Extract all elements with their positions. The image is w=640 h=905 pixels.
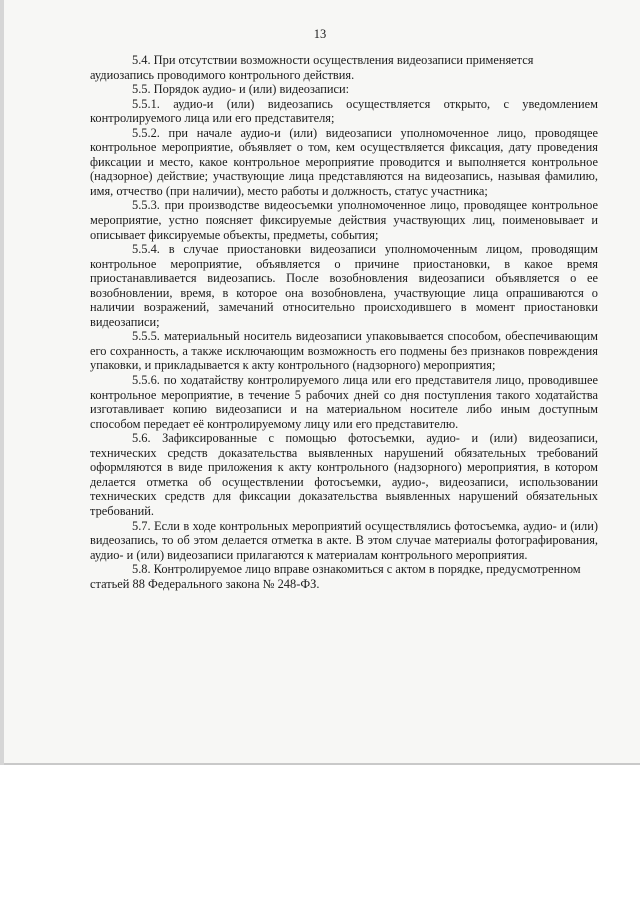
paragraph-5-4: 5.4. При отсутствии возможности осуществления видеозаписи применяется аудиозапись проводимого контрольного действия. bbox=[90, 53, 534, 82]
paragraph-5-5: 5.5. Порядок аудио- и (или) видеозаписи: bbox=[132, 82, 350, 97]
paragraph-5-5-4: 5.5.4. в случае приостановки видеозаписи уполномоченным лицом, проводящим контрольное мероприятие, объявляется о причине приостановки, в какое время приостанавливается видеозапись. После возобновления видеозаписи объявляется о ее возобновлении, время, в которое она возобновлена, участвующие лица опрашиваются о наличии возражений, замечаний относительно происходившего в момент приостановки видеозаписи; bbox=[90, 242, 598, 329]
paragraph-5-5-2: 5.5.2. при начале аудио-и (или) видеозаписи уполномоченное лицо, проводящее контрольное мероприятие, объявляет о том, кем осуществляется фиксация, дату проведения фиксации и место, какое контрольное мероприятие проводится и выполняется контрольное (надзорное) действие; участвующие лица представляются на видеозапись, называя фамилию, имя, отчество (при наличии), место работы и должность, статус участника; bbox=[90, 125, 598, 198]
scan-edge bbox=[0, 0, 4, 765]
paragraph-5-6: 5.6. Зафиксированные с помощью фотосъемки, аудио- и (или) видеозаписи, технических средств доказательства выявленных нарушений обязательных требований оформляются в виде приложения к акту контрольного (надзорного) мероприятия, в котором делается отметка об осуществлении фотосъемки, аудио-, видеозаписи, использовании технических средств для фиксации доказательства выявленных нарушений обязательных требований. bbox=[90, 431, 598, 518]
paragraph-5-5-6: 5.5.6. по ходатайству контролируемого лица или его представителя лицо, проводившее контрольное мероприятие, в течение 5 рабочих дней со дня поступления такого ходатайства изготавливает копию видеозаписи и на материальном носителе либо иным доступным способом передает её контролируемому лицу или его представителю. bbox=[90, 373, 598, 431]
paragraph-5-7: 5.7. Если в ходе контрольных мероприятий осуществлялись фотосъемка, аудио- и (или) видеозапись, то об этом делается отметка в акте. В этом случае материалы фотографирования, аудио- и (или) видеозаписи прилагаются к материалам контрольного мероприятия. bbox=[90, 518, 598, 562]
paragraph-5-5-1: 5.5.1. аудио-и (или) видеозапись осуществляется открыто, с уведомлением контролируемого лица или его представителя; bbox=[90, 96, 598, 126]
page-number: 13 bbox=[313, 27, 327, 41]
document-body bbox=[90, 53, 598, 591]
paragraph-5-5-5: 5.5.5. материальный носитель видеозаписи упаковывается способом, обеспечивающим его сохранность, а также исключающим возможность его подмены без признаков повреждения упаковки, и прикладывается к акту контрольного (надзорного) мероприятия; bbox=[90, 329, 598, 373]
paragraph-5-8: 5.8. Контролируемое лицо вправе ознакомиться с актом в порядке, предусмотренном статьей 88 Федерального закона № 248-ФЗ. bbox=[90, 562, 581, 591]
paragraph-5-5-3: 5.5.3. при производстве видеосъемки уполномоченное лицо, проводящее контрольное мероприятие, устно поясняет фиксируемые действия участвующих лиц, поименовывает и описывает фиксируемые объекты, предметы, события; bbox=[90, 198, 598, 242]
